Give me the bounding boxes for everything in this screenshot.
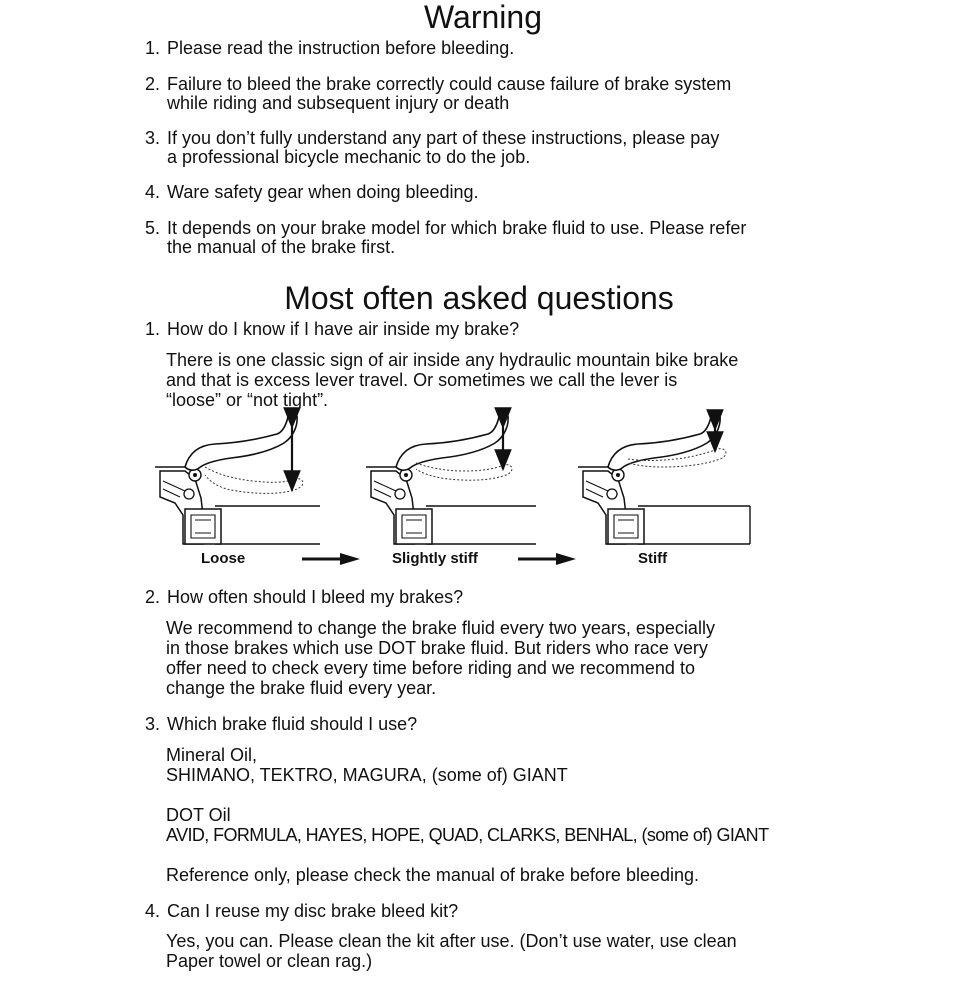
faq-q1-number: 1. [145, 319, 161, 339]
faq-q2-number: 2. [145, 587, 161, 607]
faq-q4-answer-line-1: Yes, you can. Please clean the kit after use. (Don’t use water, use clean [166, 931, 737, 951]
faq-q2-answer [166, 618, 715, 698]
faq-q1-question: How do I know if I have air inside my brake? [167, 319, 520, 339]
faq-q2-question: How often should I bleed my brakes? [167, 587, 464, 607]
figure-label-slightly-stiff: Slightly stiff [392, 550, 478, 567]
faq-q2-answer-line-3: offer need to check every time before riding and we recommend to [166, 658, 695, 678]
faq-q2-answer-line-1: We recommend to change the brake fluid every two years, especially [166, 618, 715, 638]
faq-q1-answer-line-3: “loose” or “not tight”. [166, 390, 329, 410]
warning-item-5 [167, 219, 746, 257]
lever-assembly-stiff [578, 413, 750, 544]
faq-q1-answer-line-1: There is one classic sign of air inside any hydraulic mountain bike brake [166, 350, 739, 370]
warning-item-2-line-1: Failure to bleed the brake correctly could cause failure of brake system [167, 74, 732, 94]
warning-item-2-number: 2. [145, 74, 161, 94]
warning-item-1-number: 1. [145, 38, 161, 58]
warning-item-3-number: 3. [145, 128, 161, 148]
faq-q3-number: 3. [145, 714, 161, 734]
faq-q4-question: Can I reuse my disc brake bleed kit? [167, 901, 459, 921]
warning-item-1-line-1: Please read the instruction before bleeding. [167, 38, 515, 58]
warning-item-4 [167, 183, 479, 202]
figure-label-loose: Loose [201, 550, 246, 567]
faq-q2-answer-line-4: change the brake fluid every year. [166, 678, 437, 698]
faq-q1-answer-line-2: and that is excess lever travel. Or sometimes we call the lever is [166, 370, 678, 390]
faq-q4-answer [166, 931, 737, 971]
warning-item-1 [167, 39, 514, 58]
warning-item-3-line-1: If you don’t fully understand any part of these instructions, please pay [167, 128, 720, 148]
dot-oil-title: DOT Oil [166, 805, 231, 825]
warning-item-5-line-2: the manual of the brake first. [167, 237, 396, 257]
warning-item-3-line-2: a professional bicycle mechanic to do the job. [167, 147, 531, 167]
warning-item-4-line-1: Ware safety gear when doing bleeding. [167, 182, 479, 202]
warning-item-2-line-2: while riding and subsequent injury or death [167, 93, 510, 113]
faq-q2-answer-line-2: in those brakes which use DOT brake fluid. But riders who race very [166, 638, 708, 658]
warning-item-5-number: 5. [145, 218, 161, 238]
brake-fluid-note: Reference only, please check the manual of brake before bleeding. [166, 865, 700, 885]
figure-label-stiff: Stiff [638, 550, 668, 567]
arrow-slightly-stiff-to-stiff [518, 553, 576, 565]
warning-title: Warning [424, 0, 542, 35]
faq-q4-answer-line-2: Paper towel or clean rag.) [166, 951, 373, 971]
warning-item-5-line-1: It depends on your brake model for which brake fluid to use. Please refer [167, 218, 747, 238]
warning-item-4-number: 4. [145, 182, 161, 202]
faq-title: Most often asked questions [284, 280, 674, 316]
faq-q3-question: Which brake fluid should I use? [167, 714, 418, 734]
brake-lever-figure [150, 400, 760, 575]
lever-assembly-slightly-stiff [366, 413, 536, 544]
mineral-oil-brands: SHIMANO, TEKTRO, MAGURA, (some of) GIANT [166, 765, 568, 785]
warning-item-3 [167, 129, 719, 167]
lever-assembly-loose [155, 413, 320, 544]
faq-q4-number: 4. [145, 901, 161, 921]
warning-item-2 [167, 75, 731, 113]
arrow-loose-to-slightly-stiff [302, 553, 360, 565]
mineral-oil-title: Mineral Oil, [166, 745, 258, 765]
dot-oil-brands: AVID, FORMULA, HAYES, HOPE, QUAD, CLARKS, BENHAL, (some of) GIANT [166, 825, 769, 845]
